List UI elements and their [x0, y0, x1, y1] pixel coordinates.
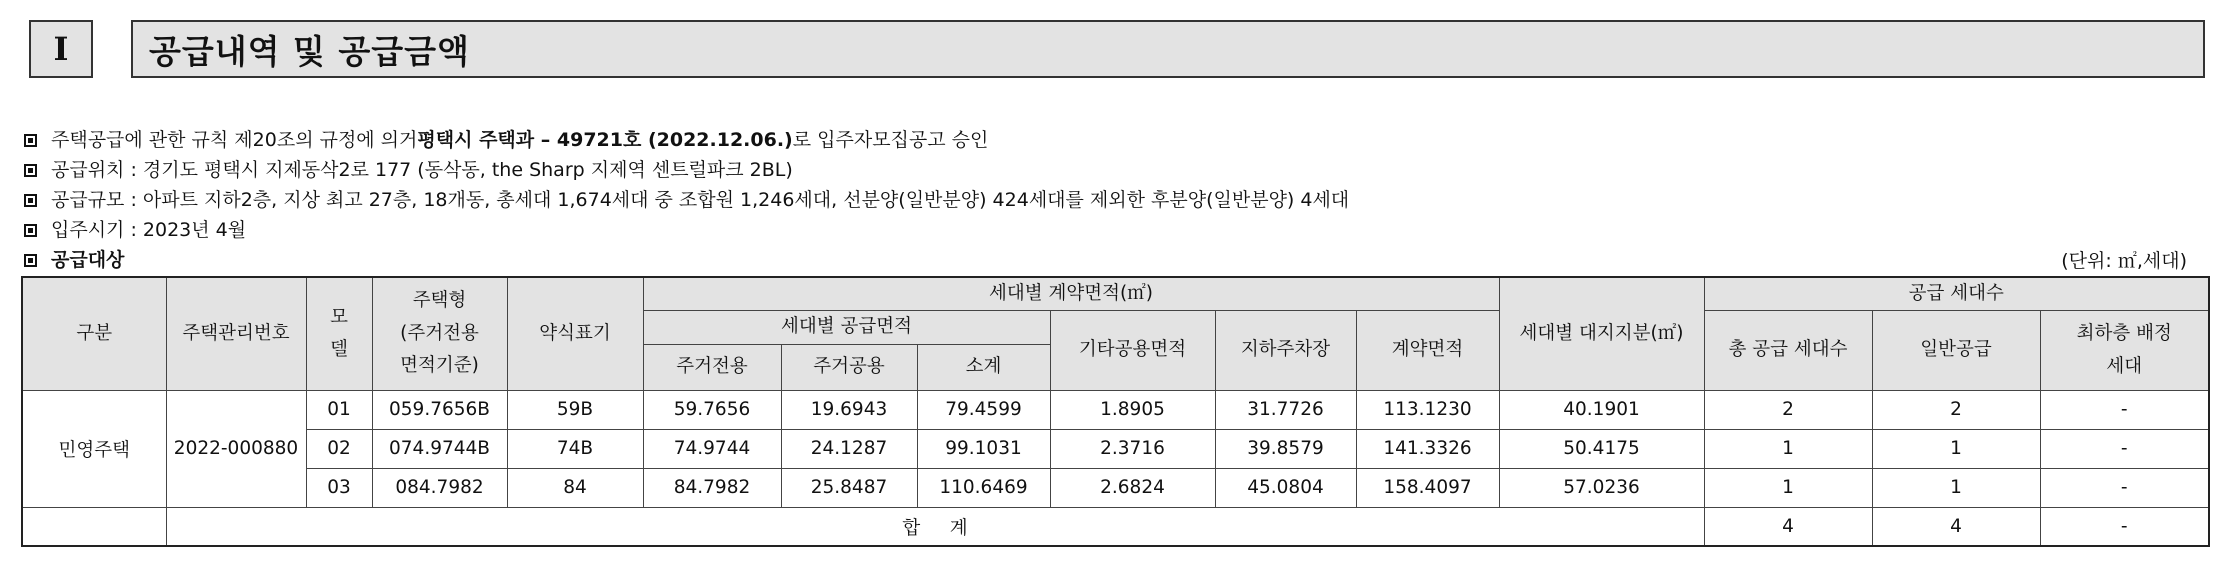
section-title: 공급내역 및 공급금액 [131, 20, 2205, 78]
contract-area-cell: 113.1230 [1356, 390, 1499, 429]
square-bullet-icon [24, 194, 37, 207]
common-area-cell: 19.6943 [781, 390, 917, 429]
square-bullet-icon [24, 134, 37, 147]
housing-type-cell: 059.7656B [372, 390, 507, 429]
header-subtotal: 소계 [917, 344, 1050, 390]
exclusive-area-cell: 84.7982 [643, 468, 781, 507]
header-model: 모 델 [306, 277, 372, 390]
header-management-number: 주택관리번호 [166, 277, 306, 390]
square-bullet-icon [24, 164, 37, 177]
sum-row [22, 507, 2209, 546]
notice-item-location [22, 155, 2212, 185]
lowest-floor-cell: - [2040, 468, 2209, 507]
exclusive-area-cell: 74.9744 [643, 429, 781, 468]
general-supply-cell: 1 [1872, 429, 2040, 468]
common-area-cell: 24.1287 [781, 429, 917, 468]
subtotal-cell: 79.4599 [917, 390, 1050, 429]
notice-item-approval [22, 125, 2212, 155]
contract-area-cell: 141.3326 [1356, 429, 1499, 468]
notice-bold-text: 공급대상 [51, 249, 125, 271]
header-contract-area-group: 세대별 계약면적(㎡) [643, 277, 1499, 311]
total-units-cell: 1 [1704, 468, 1872, 507]
sum-general-supply-cell: 4 [1872, 507, 2040, 546]
notice-text: 로 입주자모집공고 승인 [792, 129, 989, 151]
management-number-cell: 2022-000880 [166, 390, 306, 507]
notice-bold-text: 평택시 주택과 – 49721호 (2022.12.06.) [417, 129, 793, 151]
other-common-cell: 2.6824 [1050, 468, 1215, 507]
header-lowest-floor: 최하층 배정 세대 [2040, 311, 2209, 390]
other-common-cell: 1.8905 [1050, 390, 1215, 429]
subtotal-cell: 110.6469 [917, 468, 1050, 507]
section-number: I [29, 20, 93, 78]
category-cell: 민영주택 [22, 390, 166, 507]
abbrev-cell: 59B [507, 390, 643, 429]
table-row [22, 390, 2209, 429]
model-cell: 02 [306, 429, 372, 468]
housing-type-cell: 084.7982 [372, 468, 507, 507]
abbrev-cell: 74B [507, 429, 643, 468]
model-cell: 03 [306, 468, 372, 507]
general-supply-cell: 1 [1872, 468, 2040, 507]
model-cell: 01 [306, 390, 372, 429]
header-general-supply: 일반공급 [1872, 311, 2040, 390]
header-housing-type: 주택형 (주거전용 면적기준) [372, 277, 507, 390]
header-total-units: 총 공급 세대수 [1704, 311, 1872, 390]
empty-cell [22, 507, 166, 546]
lowest-floor-cell: - [2040, 429, 2209, 468]
header-exclusive-area: 주거전용 [643, 344, 781, 390]
total-units-cell: 2 [1704, 390, 1872, 429]
header-contract-area: 계약면적 [1356, 311, 1499, 390]
notice-item-scale [22, 185, 2212, 215]
sum-label: 합 계 [166, 507, 1704, 546]
header-supply-units-group: 공급 세대수 [1704, 277, 2209, 311]
abbrev-cell: 84 [507, 468, 643, 507]
sum-lowest-floor-cell: - [2040, 507, 2209, 546]
table-row [22, 429, 2209, 468]
general-supply-cell: 2 [1872, 390, 2040, 429]
other-common-cell: 2.3716 [1050, 429, 1215, 468]
subtotal-cell: 99.1031 [917, 429, 1050, 468]
parking-cell: 39.8579 [1215, 429, 1356, 468]
square-bullet-icon [24, 254, 37, 267]
header-underground-parking: 지하주차장 [1215, 311, 1356, 390]
header-land-share: 세대별 대지지분(㎡) [1499, 277, 1704, 390]
notice-text: 공급위치 : 경기도 평택시 지제동삭2로 177 (동삭동, the Sharp 지제역 센트럴파크 2BL) [51, 159, 793, 181]
notice-item-target [22, 245, 2212, 275]
housing-type-cell: 074.9744B [372, 429, 507, 468]
land-share-cell: 50.4175 [1499, 429, 1704, 468]
notice-list [22, 125, 2212, 275]
header-other-common-area: 기타공용면적 [1050, 311, 1215, 390]
supply-table [21, 276, 2210, 547]
land-share-cell: 57.0236 [1499, 468, 1704, 507]
square-bullet-icon [24, 224, 37, 237]
parking-cell: 45.0804 [1215, 468, 1356, 507]
common-area-cell: 25.8487 [781, 468, 917, 507]
notice-text: 주택공급에 관한 규칙 제20조의 규정에 의거 [51, 129, 418, 151]
table-row [22, 468, 2209, 507]
parking-cell: 31.7726 [1215, 390, 1356, 429]
unit-label: (단위: ㎡,세대) [2061, 250, 2187, 272]
notice-item-move-in [22, 215, 2212, 245]
sum-total-units-cell: 4 [1704, 507, 1872, 546]
header-common-area: 주거공용 [781, 344, 917, 390]
exclusive-area-cell: 59.7656 [643, 390, 781, 429]
header-category: 구분 [22, 277, 166, 390]
lowest-floor-cell: - [2040, 390, 2209, 429]
header-supply-area-group: 세대별 공급면적 [643, 311, 1050, 344]
header-abbreviation: 약식표기 [507, 277, 643, 390]
contract-area-cell: 158.4097 [1356, 468, 1499, 507]
notice-text: 입주시기 : 2023년 4월 [51, 219, 247, 241]
land-share-cell: 40.1901 [1499, 390, 1704, 429]
total-units-cell: 1 [1704, 429, 1872, 468]
notice-text: 공급규모 : 아파트 지하2층, 지상 최고 27층, 18개동, 총세대 1,674세대 중 조합원 1,246세대, 선분양(일반분양) 424세대를 제외한 후분양(일반분양) 4세대 [51, 189, 1350, 211]
